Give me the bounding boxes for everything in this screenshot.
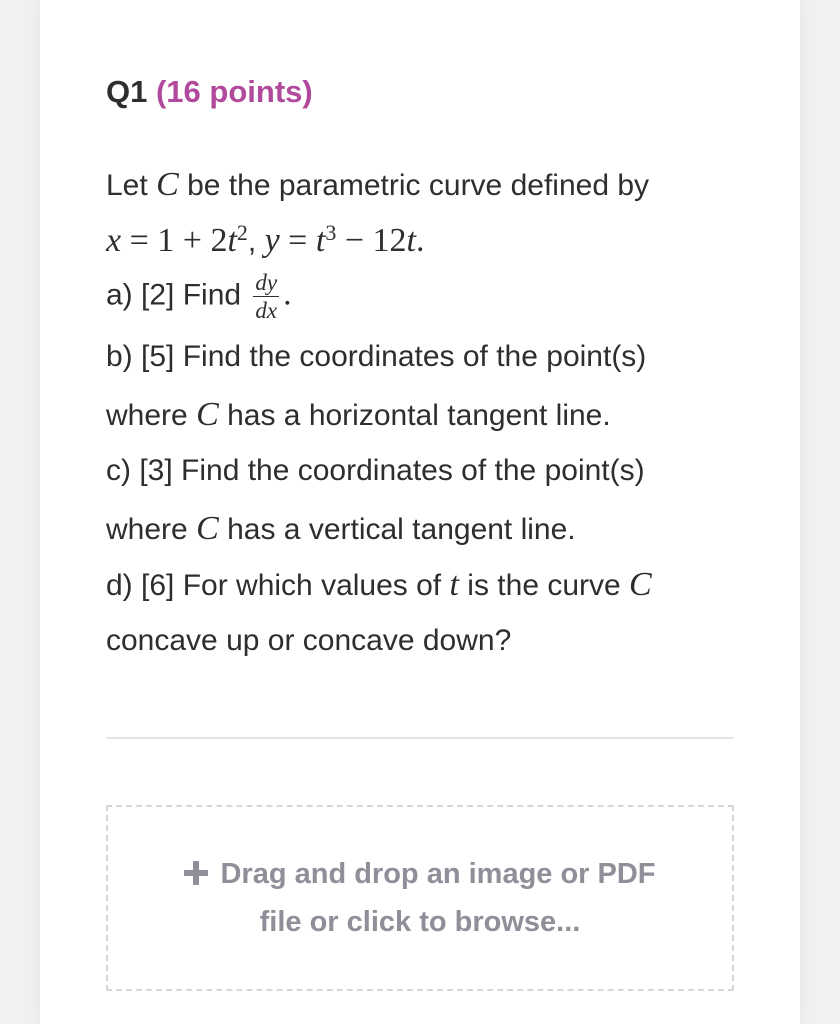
plus-icon (184, 861, 208, 885)
part-a: a) [2] Find $\frac{dy}{dx}$ . (106, 270, 292, 324)
upload-line-2: file or click to browse... (259, 906, 581, 938)
question-number: Q1 (106, 74, 148, 109)
part-b-line-2: where C has a horizontal tangent line. (106, 396, 611, 433)
derivative-fraction: $\frac{dy}{dx}$ (255, 270, 278, 324)
question-points: (16 points) (155, 74, 313, 109)
file-upload-dropzone[interactable] (106, 805, 734, 991)
intro-line-1: Let C be the parametric curve defined by (106, 166, 650, 203)
part-d-line-1: d) [6] For which values of t is the curve C (106, 566, 652, 603)
math-var-C: C (156, 166, 179, 203)
upload-instructions (184, 850, 655, 946)
question-card (40, 0, 800, 1024)
part-c-line-2: where C has a vertical tangent line. (106, 510, 576, 547)
part-c-line-1: c) [3] Find the coordinates of the point(s) (106, 454, 645, 487)
part-d-line-2: concave up or concave down? (106, 624, 512, 657)
upload-line-1: Drag and drop an image or PDF (220, 858, 656, 890)
question-title (106, 74, 313, 110)
intro-equation: $x = 1 + 2t^2$, $y = t^3 - 12t$. (106, 220, 425, 259)
part-b-line-1: b) [5] Find the coordinates of the point(s) (106, 340, 647, 373)
section-divider (106, 737, 734, 739)
